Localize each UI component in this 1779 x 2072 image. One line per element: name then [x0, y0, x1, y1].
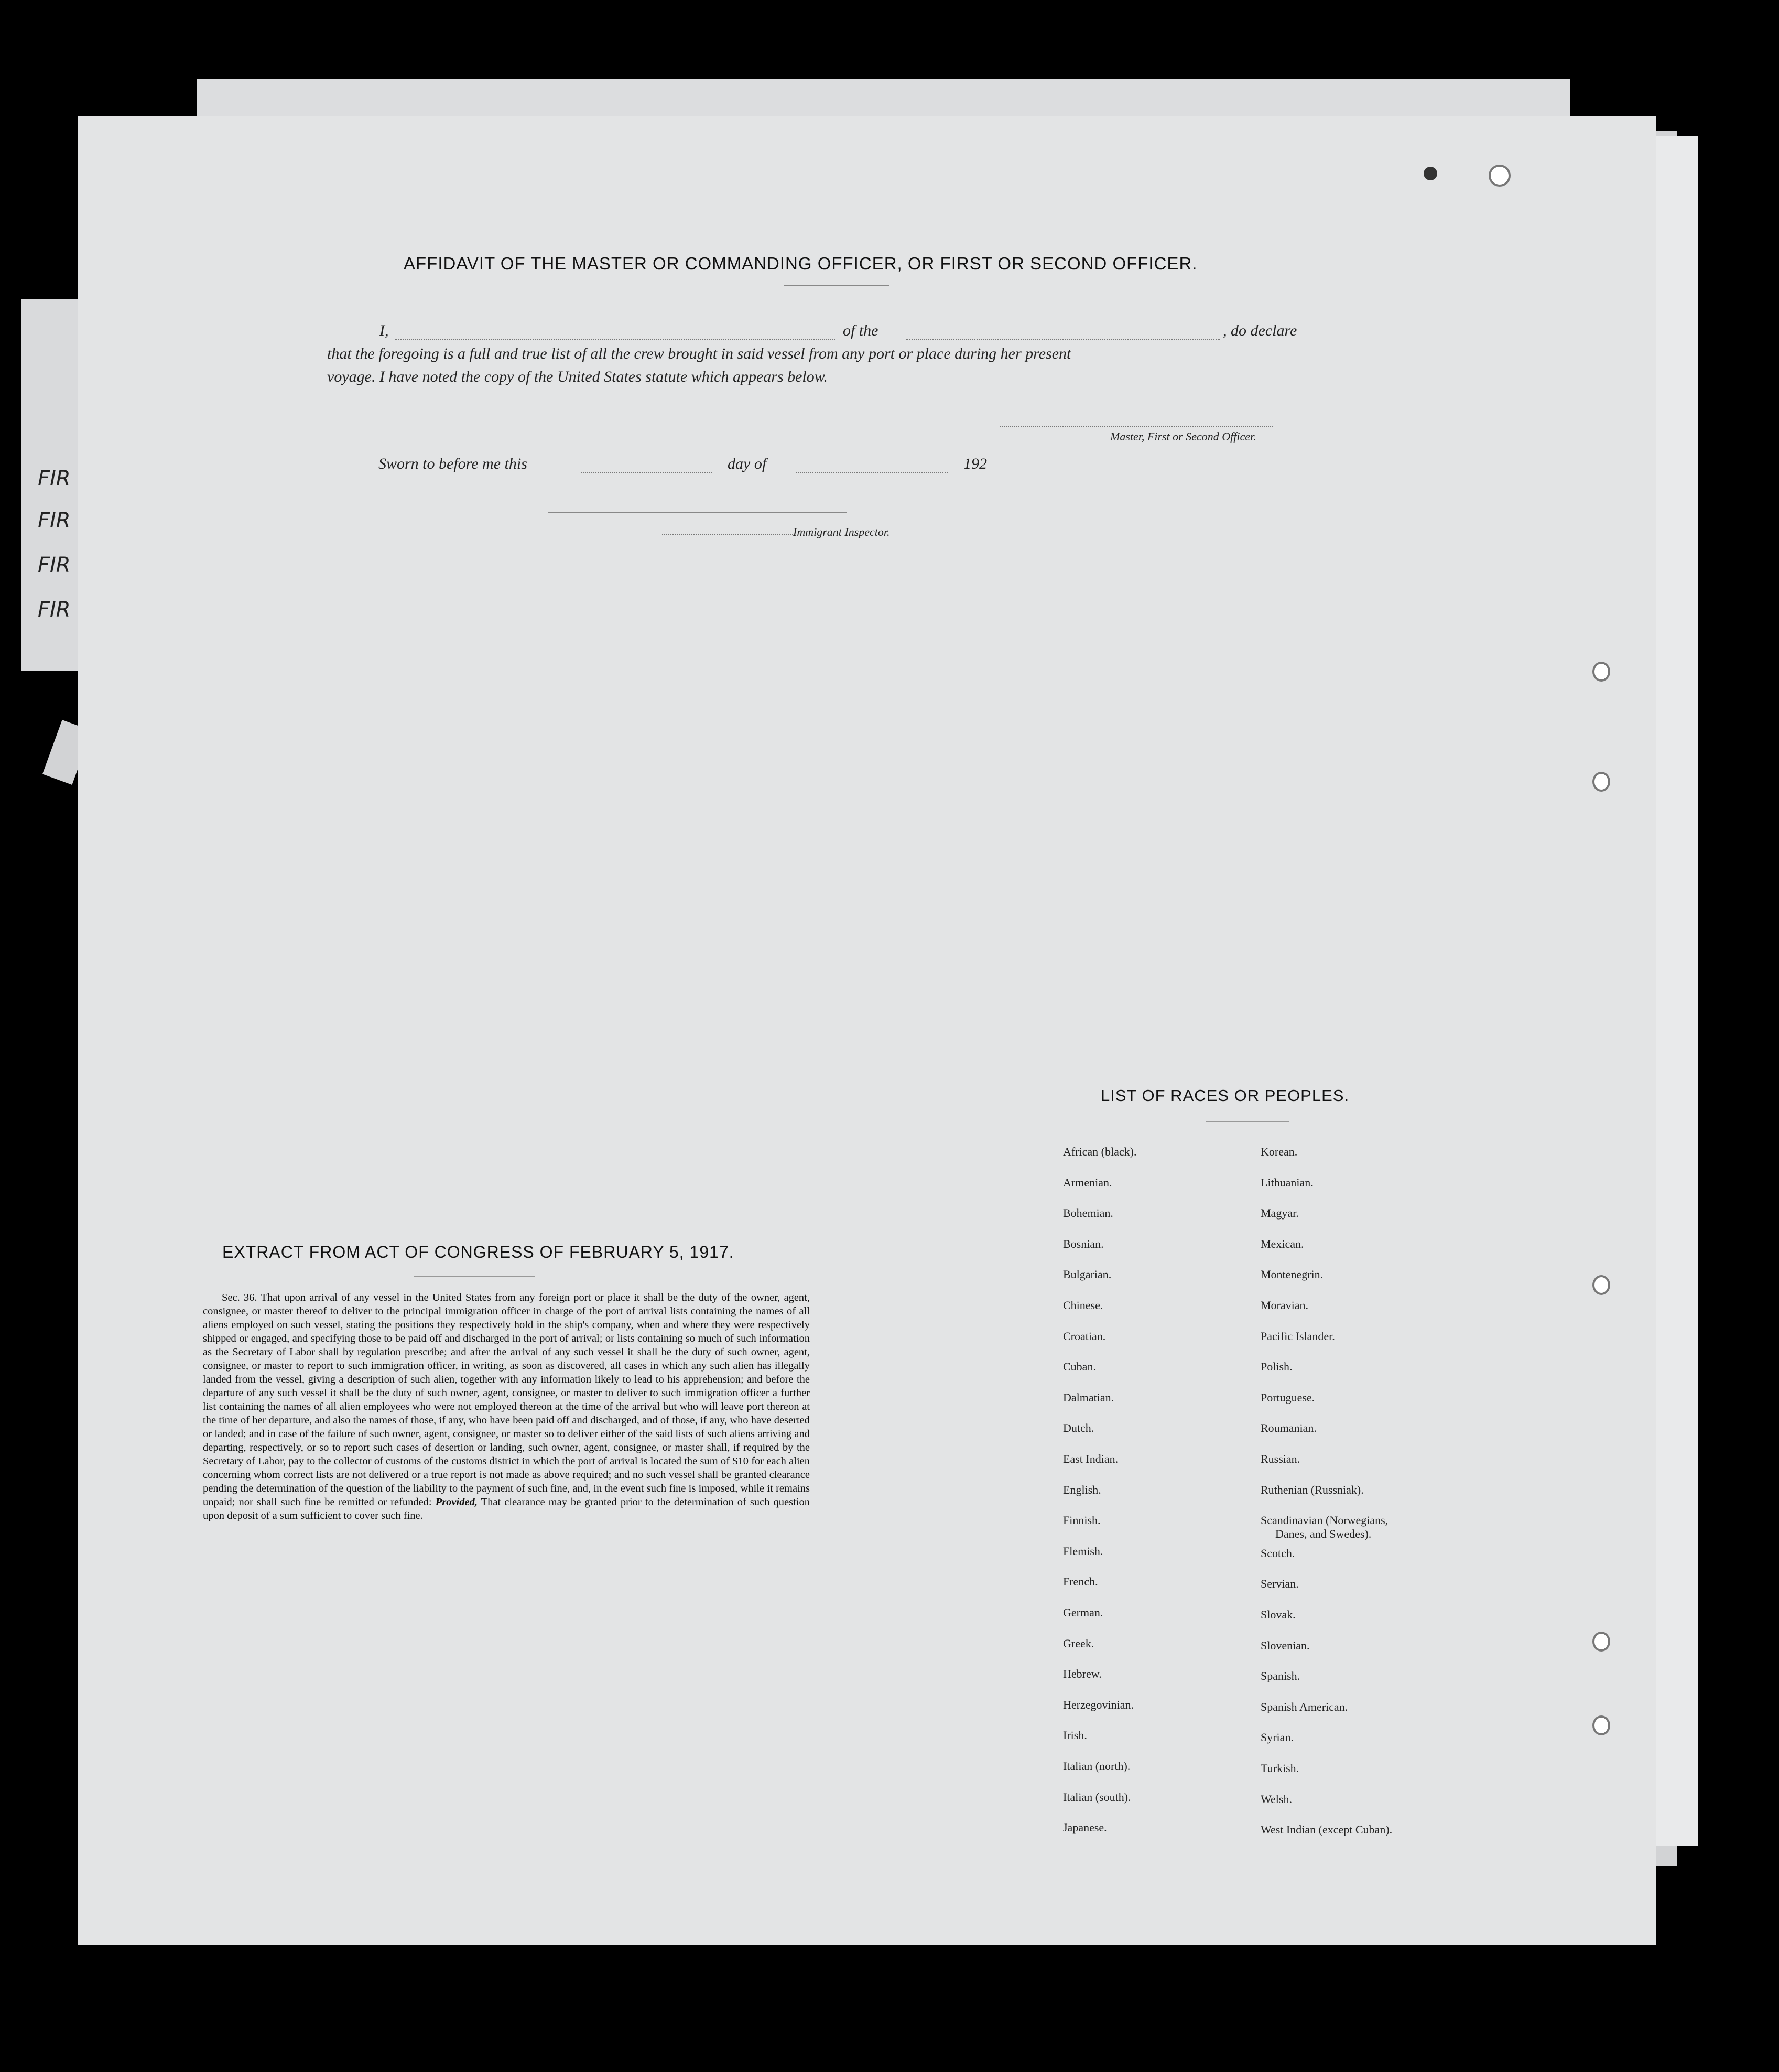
race-item: Pacific Islander.	[1261, 1329, 1335, 1343]
race-item: Moravian.	[1261, 1299, 1309, 1312]
race-item: Dalmatian.	[1063, 1390, 1114, 1404]
race-item: Finnish.	[1063, 1514, 1101, 1527]
section-label: Sec. 36.	[222, 1292, 257, 1303]
affidavit-text: I,	[379, 322, 389, 339]
race-item: Hebrew.	[1063, 1667, 1102, 1681]
punch-hole-icon	[1592, 772, 1610, 792]
race-item: Slovenian.	[1261, 1638, 1310, 1652]
race-item: Montenegrin.	[1261, 1268, 1324, 1281]
race-item: Italian (south).	[1063, 1790, 1131, 1804]
race-item: Turkish.	[1261, 1762, 1299, 1775]
race-item: West Indian (except Cuban).	[1261, 1823, 1393, 1837]
race-item: Syrian.	[1261, 1731, 1294, 1744]
race-item: Bulgarian.	[1063, 1268, 1112, 1281]
affidavit-text: of the	[843, 322, 878, 339]
race-item-continuation: Danes, and Swedes).	[1275, 1527, 1372, 1541]
race-item: Polish.	[1261, 1360, 1293, 1374]
race-item: Italian (north).	[1063, 1760, 1131, 1773]
inspector-label: Immigrant Inspector.	[793, 525, 890, 538]
sworn-year: 192	[963, 455, 987, 472]
signer-label: Master, First or Second Officer.	[1110, 430, 1256, 443]
race-item: Mexican.	[1261, 1237, 1304, 1250]
race-item: African (black).	[1063, 1145, 1137, 1158]
race-item: French.	[1063, 1575, 1098, 1589]
provided-label: Provided,	[435, 1496, 478, 1508]
race-item: Bohemian.	[1063, 1206, 1113, 1220]
race-item: German.	[1063, 1606, 1103, 1619]
race-item: Russian.	[1261, 1452, 1300, 1465]
affidavit-text: that the foregoing is a full and true list of all the crew brought in said vessel from any port or place during her present	[327, 345, 1071, 362]
race-item: Spanish American.	[1261, 1700, 1348, 1713]
stub-text: FIR	[38, 553, 71, 577]
stub-text: FIR	[38, 598, 71, 622]
race-item: Roumanian.	[1261, 1421, 1317, 1435]
punch-hole-icon	[1424, 167, 1437, 180]
race-item: Bosnian.	[1063, 1237, 1104, 1250]
affidavit-text: voyage. I have noted the copy of the United States statute which appears below.	[327, 368, 828, 385]
race-item: Ruthenian (Russniak).	[1261, 1483, 1364, 1496]
sworn-text: Sworn to before me this	[378, 455, 527, 472]
race-item: Lithuanian.	[1261, 1175, 1314, 1189]
extract-title: EXTRACT FROM ACT OF CONGRESS OF FEBRUARY 5, 1917.	[222, 1243, 734, 1261]
race-item: Slovak.	[1261, 1608, 1296, 1621]
left-stub-page	[21, 299, 78, 671]
month-blank-line	[796, 472, 948, 473]
race-item: Servian.	[1261, 1577, 1299, 1591]
race-item: Flemish.	[1063, 1544, 1103, 1558]
sworn-text: day of	[728, 455, 767, 472]
race-item: Magyar.	[1261, 1206, 1299, 1220]
affidavit-text: , do declare	[1223, 322, 1297, 339]
day-blank-line	[581, 472, 712, 473]
extract-body	[203, 1291, 810, 1523]
inspector-signature-line	[548, 512, 847, 513]
race-item: Portuguese.	[1261, 1390, 1315, 1404]
race-item: Cuban.	[1063, 1360, 1096, 1374]
race-item: Dutch.	[1063, 1421, 1094, 1435]
race-item: Armenian.	[1063, 1175, 1112, 1189]
race-item: Spanish.	[1261, 1669, 1300, 1683]
races-title-underline	[1206, 1121, 1289, 1122]
extract-title-underline	[414, 1276, 535, 1277]
manifest-page	[78, 116, 1656, 1945]
stub-text: FIR	[38, 467, 71, 491]
section-text-end: That clearance may be granted prior to the determination of such question upon deposit of a sum sufficient to cover such fine.	[203, 1496, 810, 1521]
race-item: Japanese.	[1063, 1821, 1107, 1834]
title-underline	[784, 285, 889, 286]
punch-hole-icon	[1592, 1632, 1610, 1652]
race-item: East Indian.	[1063, 1452, 1119, 1465]
name-blank-line	[395, 339, 835, 340]
punch-hole-icon	[1592, 1275, 1610, 1295]
punch-hole-icon	[1592, 1715, 1610, 1735]
vessel-blank-line	[906, 339, 1220, 340]
signature-line	[1000, 426, 1273, 427]
punch-hole-icon	[1489, 165, 1511, 187]
affidavit-title: AFFIDAVIT OF THE MASTER OR COMMANDING OFFICER, OR FIRST OR SECOND OFFICER.	[404, 254, 1198, 273]
race-item: Croatian.	[1063, 1329, 1106, 1343]
race-item: Irish.	[1063, 1729, 1087, 1742]
race-item: English.	[1063, 1483, 1101, 1496]
inspector-dotted-line	[662, 534, 793, 535]
punch-hole-icon	[1592, 662, 1610, 682]
stub-text: FIR	[38, 509, 71, 533]
races-title: LIST OF RACES OR PEOPLES.	[1101, 1086, 1350, 1105]
section-text: That upon arrival of any vessel in the United States from any foreign port or place it shall be the duty of the owner, agent, consignee, or master thereof to deliver to the principal immigration officer in charge of the port of arrival lists containing the names of all aliens employed on such vessel, stating the positions they respectively hold in the ship's company, when and where they were respectively shipped or engaged, and specifying those to be paid off and discharged in the port of arrival; or lists containing so much of such information as the Secretary of Labor shall by regulation prescribe; and after the arrival of any such vessel it shall be the duty of such owner, agent, consignee, or master to report to such immigration officer, in writing, as soon as discovered, all cases in which any such alien has illegally landed from the vessel, giving a description of such alien, together with any information likely to lead to his apprehension; and before the departure of any such vessel it shall be the duty of such owner, agent, consignee, or master to deliver to such immigration officer a further list containing the names of all alien employees who were not employed thereon at the time of the arrival but who will leave port thereon at the time of her departure, and also the names of those, if any, who have been paid off and discharged, and of those, if any, who have deserted or landed; and in case of the failure of such owner, agent, consignee, or master so to deliver either of the said lists of such aliens arriving and departing, respectively, or so to report such cases of desertion or landing, such owner, agent, consignee, or master shall, if required by the Secretary of Labor, pay to the collector of customs of the customs district in which the port of arrival is located the sum of $10 for each alien concerning whom correct lists are not delivered or a true report is not made as above required; and no such vessel shall be granted clearance pending the determination of the question of the liability to the payment of such fine, and, in the event such fine is imposed, while it remains unpaid; nor shall such fine be remitted or refunded:	[203, 1292, 810, 1508]
race-item: Greek.	[1063, 1636, 1094, 1650]
race-item: Korean.	[1261, 1145, 1298, 1158]
race-item: Scotch.	[1261, 1546, 1295, 1560]
race-item: Herzegovinian.	[1063, 1698, 1134, 1711]
race-item: Chinese.	[1063, 1299, 1103, 1312]
race-item: Scandinavian (Norwegians,	[1261, 1514, 1389, 1527]
race-item: Welsh.	[1261, 1792, 1292, 1806]
